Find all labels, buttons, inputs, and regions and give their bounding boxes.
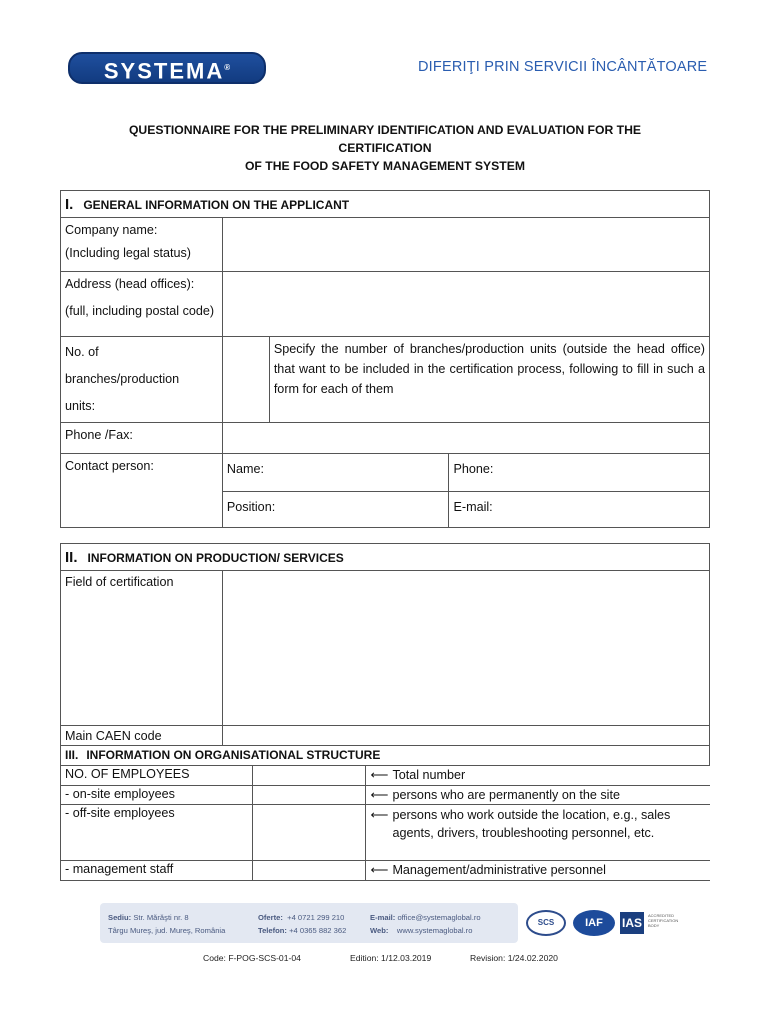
- footer-address: Sediu: Str. Mărăşti nr. 8 Târgu Mureş, jud. Mureş, România: [108, 913, 226, 935]
- address-label: Address (head offices): (full, including postal code): [61, 272, 223, 337]
- footer-contact-box: [100, 903, 518, 943]
- management-row: [61, 861, 710, 881]
- document-revision: Revision: 1/24.02.2020: [470, 953, 558, 963]
- offsite-desc: ⟵ persons who work outside the location, e.g., sales agents, drivers, troubleshooting personnel, etc.: [366, 805, 710, 861]
- employees-total-field[interactable]: [252, 766, 366, 786]
- field-of-certification-field[interactable]: [222, 571, 709, 726]
- branches-count-field[interactable]: [222, 337, 269, 423]
- document-title: [90, 121, 680, 175]
- caen-code-field[interactable]: [222, 726, 709, 746]
- logo-text: SYSTEMA: [103, 58, 225, 84]
- company-name-field[interactable]: [222, 218, 709, 272]
- systema-logo: [68, 52, 266, 84]
- management-desc: ⟵ Management/administrative personnel: [366, 861, 710, 881]
- left-arrow-icon: ⟵: [370, 788, 389, 802]
- branches-instruction: Specify the number of branches/production units (outside the head office) that want to be included in the certification process, following to fill in such a form for each of them: [269, 337, 709, 423]
- onsite-row: [61, 786, 710, 805]
- section-2-heading: II. INFORMATION ON PRODUCTION/ SERVICES: [61, 544, 710, 571]
- caen-code-label: Main CAEN code: [61, 726, 223, 746]
- iaf-logo: IAF: [573, 910, 615, 936]
- management-label: - management staff: [61, 861, 253, 881]
- general-information-table: [60, 190, 710, 528]
- ias-logo-text: ACCREDITED CERTIFICATION BODY: [648, 913, 679, 928]
- contact-person-label: Contact person:: [61, 454, 223, 528]
- employees-label: NO. OF EMPLOYEES: [61, 766, 253, 786]
- organisational-structure-table: [60, 745, 710, 881]
- contact-phone-label: Phone:: [453, 462, 494, 476]
- address-field[interactable]: [222, 272, 709, 337]
- document-code: Code: F-POG-SCS-01-04: [203, 953, 301, 963]
- onsite-desc: ⟵ persons who are permanently on the site: [366, 786, 710, 805]
- left-arrow-icon: ⟵: [370, 768, 389, 782]
- left-arrow-icon: ⟵: [370, 863, 389, 877]
- footer-phones: Oferte: +4 0721 299 210 Telefon: +4 0365 882 362: [258, 913, 347, 935]
- scs-logo: SCS: [526, 910, 566, 936]
- section-3-heading: III. INFORMATION ON ORGANISATIONAL STRUCTURE: [61, 746, 710, 766]
- phone-fax-label: Phone /Fax:: [61, 423, 223, 454]
- document-edition: Edition: 1/12.03.2019: [350, 953, 432, 963]
- contact-email-label: E-mail:: [453, 500, 493, 514]
- company-name-label: Company name: (Including legal status): [61, 218, 223, 272]
- registered-mark: ®: [224, 63, 231, 72]
- contact-position-label: Position:: [226, 500, 276, 514]
- field-of-certification-label: Field of certification: [61, 571, 223, 726]
- employees-desc: ⟵ Total number: [366, 766, 710, 786]
- offsite-label: - off-site employees: [61, 805, 253, 861]
- contact-name-field[interactable]: [222, 454, 449, 492]
- offsite-row: [61, 805, 710, 861]
- contact-position-field[interactable]: [222, 492, 449, 528]
- title-line-3: OF THE FOOD SAFETY MANAGEMENT SYSTEM: [244, 159, 526, 173]
- contact-name-label: Name:: [226, 462, 264, 476]
- title-line-2: CERTIFICATION: [338, 141, 432, 155]
- branches-label: No. of branches/production units:: [61, 337, 223, 423]
- employees-row: [61, 766, 710, 786]
- contact-phone-field[interactable]: [449, 454, 710, 492]
- ias-logo: IAS: [620, 912, 644, 934]
- phone-fax-field[interactable]: [222, 423, 709, 454]
- offsite-count-field[interactable]: [252, 805, 366, 861]
- left-arrow-icon: ⟵: [370, 808, 389, 822]
- contact-email-field[interactable]: [449, 492, 710, 528]
- onsite-count-field[interactable]: [252, 786, 366, 805]
- production-services-table: [60, 543, 710, 746]
- tagline: DIFERIŢI PRIN SERVICII ÎNCÂNTĂTOARE: [418, 59, 708, 75]
- footer-online: E-mail: office@systemaglobal.ro Web: www.systemaglobal.ro: [370, 913, 481, 935]
- section-1-heading: I. GENERAL INFORMATION ON THE APPLICANT: [61, 191, 710, 218]
- title-line-1: QUESTIONNAIRE FOR THE PRELIMINARY IDENTIFICATION AND EVALUATION FOR THE: [128, 123, 642, 137]
- management-count-field[interactable]: [252, 861, 366, 881]
- onsite-label: - on-site employees: [61, 786, 253, 805]
